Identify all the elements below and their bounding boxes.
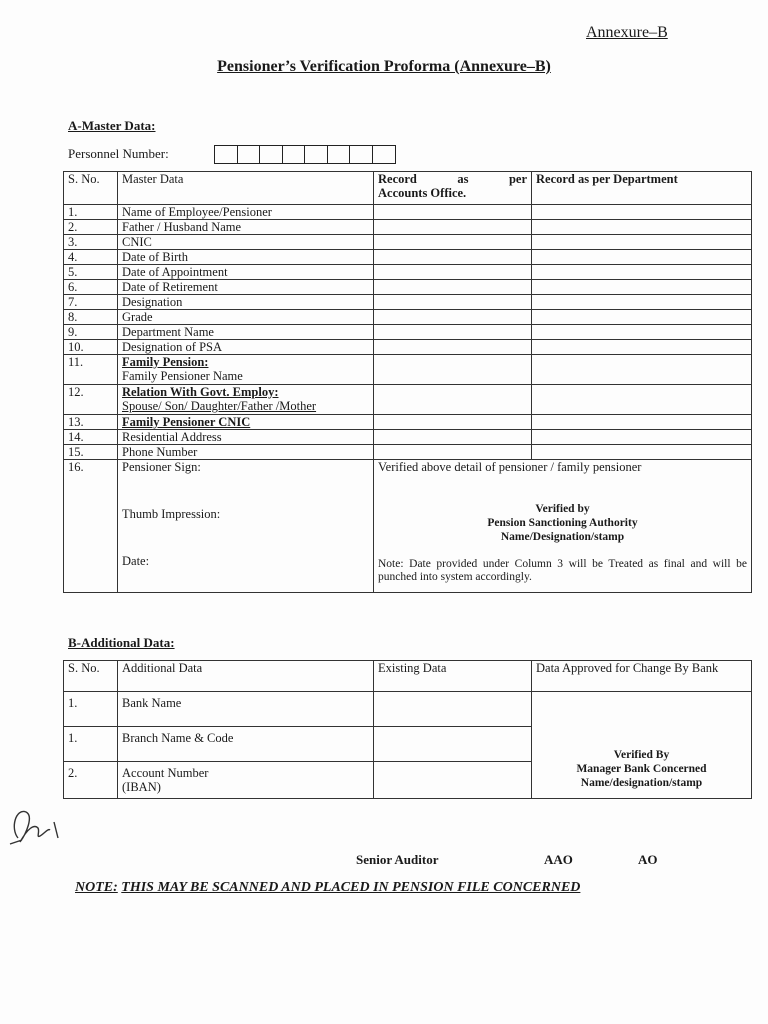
table-row <box>64 415 752 430</box>
table-row-verification <box>64 460 752 593</box>
stamp-label: Name/designation/stamp <box>580 777 703 789</box>
row-number: 15. <box>64 445 118 460</box>
table-header-row <box>64 661 752 692</box>
personnel-number-field[interactable] <box>214 145 396 164</box>
table-row <box>64 265 752 280</box>
authority-label: Pension Sanctioning Authority <box>487 517 638 529</box>
row-label <box>118 385 374 415</box>
row-number: 13. <box>64 415 118 430</box>
row-label <box>118 762 374 799</box>
digit-box[interactable] <box>215 146 238 163</box>
department-cell[interactable] <box>532 355 752 385</box>
row-label: Phone Number <box>118 445 374 460</box>
row-label: Date of Birth <box>118 250 374 265</box>
digit-box[interactable] <box>260 146 283 163</box>
department-cell[interactable] <box>532 295 752 310</box>
accounts-cell[interactable] <box>374 340 532 355</box>
department-cell[interactable] <box>532 250 752 265</box>
row-label: Designation <box>118 295 374 310</box>
table-row <box>64 310 752 325</box>
stamp-label: Name/Designation/stamp <box>500 531 625 543</box>
department-cell[interactable] <box>532 280 752 295</box>
bank-verification-cell[interactable] <box>532 692 752 799</box>
header-existing-data: Existing Data <box>374 661 532 692</box>
row-number: 10. <box>64 340 118 355</box>
additional-data-table <box>63 660 752 799</box>
row-number: 3. <box>64 235 118 250</box>
section-b-heading: B-Additional Data: <box>68 635 175 650</box>
table-row <box>64 385 752 415</box>
row-number: 12. <box>64 385 118 415</box>
senior-auditor-label: Senior Auditor <box>356 852 439 867</box>
manager-label: Manager Bank Concerned <box>576 763 707 775</box>
column3-note: Note: Date provided under Column 3 will be Treated as final and will be punched into system accordingly. <box>378 558 747 583</box>
row-label: Bank Name <box>118 692 374 727</box>
row-number: 11. <box>64 355 118 385</box>
table-row <box>64 235 752 250</box>
department-cell[interactable] <box>532 220 752 235</box>
table-row <box>64 430 752 445</box>
relation-options: Spouse/ Son/ Daughter/Father /Mother <box>122 399 317 413</box>
verified-detail-text: Verified above detail of pensioner / family pensioner <box>378 460 642 474</box>
table-row <box>64 280 752 295</box>
row-number: 9. <box>64 325 118 340</box>
header-accounts-office <box>374 172 532 205</box>
table-row <box>64 340 752 355</box>
table-row <box>64 250 752 265</box>
row-label: Date of Retirement <box>118 280 374 295</box>
row-label: Residential Address <box>118 430 374 445</box>
row-number: 2. <box>64 220 118 235</box>
digit-box[interactable] <box>305 146 328 163</box>
accounts-cell[interactable] <box>374 235 532 250</box>
table-row <box>64 355 752 385</box>
accounts-cell[interactable] <box>374 205 532 220</box>
thumb-impression-label: Thumb Impression: <box>122 507 221 521</box>
department-cell[interactable] <box>532 265 752 280</box>
annexure-label: Annexure–B <box>586 24 668 41</box>
verified-by-label: Verified by <box>535 503 590 515</box>
row-number: 1. <box>64 727 118 762</box>
accounts-cell[interactable] <box>374 430 532 445</box>
note-prefix: NOTE: <box>75 880 118 895</box>
row-number: 4. <box>64 250 118 265</box>
department-cell[interactable] <box>532 415 752 430</box>
family-pension-label: Family Pension: <box>122 355 209 369</box>
table-row <box>64 692 752 727</box>
accounts-cell[interactable] <box>374 280 532 295</box>
verification-cell[interactable] <box>374 460 752 593</box>
row-number: 7. <box>64 295 118 310</box>
master-data-table <box>63 171 752 593</box>
digit-box[interactable] <box>328 146 351 163</box>
digit-box[interactable] <box>373 146 396 163</box>
row-label: Designation of PSA <box>118 340 374 355</box>
header-accounts-line1: Record as per <box>378 172 527 186</box>
row-number: 8. <box>64 310 118 325</box>
digit-box[interactable] <box>283 146 306 163</box>
account-number-label: Account Number <box>122 766 209 780</box>
date-label: Date: <box>122 554 150 568</box>
accounts-cell[interactable] <box>374 415 532 430</box>
existing-cell[interactable] <box>374 762 532 799</box>
accounts-cell[interactable] <box>374 250 532 265</box>
page-title: Pensioner’s Verification Proforma (Annexure–B) <box>217 58 551 75</box>
row-number: 16. <box>64 460 118 593</box>
header-additional-data: Additional Data <box>118 661 374 692</box>
header-department: Record as per Department <box>532 172 752 205</box>
department-cell[interactable] <box>532 310 752 325</box>
accounts-cell[interactable] <box>374 220 532 235</box>
department-cell[interactable] <box>532 235 752 250</box>
header-sno: S. No. <box>64 661 118 692</box>
personnel-number-label: Personnel Number: <box>68 146 169 161</box>
signature-cell[interactable] <box>118 460 374 593</box>
digit-box[interactable] <box>350 146 373 163</box>
row-label: Family Pensioner CNIC <box>118 415 374 430</box>
table-row <box>64 295 752 310</box>
relation-label: Relation With Govt. Employ: <box>122 385 279 399</box>
existing-cell[interactable] <box>374 727 532 762</box>
department-cell[interactable] <box>532 325 752 340</box>
row-number: 1. <box>64 692 118 727</box>
department-cell[interactable] <box>532 205 752 220</box>
row-number: 14. <box>64 430 118 445</box>
header-master-data: Master Data <box>118 172 374 205</box>
scan-note <box>75 880 580 896</box>
header-approved-by-bank: Data Approved for Change By Bank <box>532 661 752 692</box>
department-cell[interactable] <box>532 340 752 355</box>
accounts-cell[interactable] <box>374 295 532 310</box>
accounts-cell[interactable] <box>374 355 532 385</box>
department-cell[interactable] <box>532 430 752 445</box>
pensioner-sign-label: Pensioner Sign: <box>122 460 201 474</box>
row-label: Name of Employee/Pensioner <box>118 205 374 220</box>
table-row <box>64 325 752 340</box>
iban-label: (IBAN) <box>122 780 161 794</box>
table-header-row <box>64 172 752 205</box>
bank-verify-block <box>532 748 751 790</box>
row-number: 2. <box>64 762 118 799</box>
row-label: Father / Husband Name <box>118 220 374 235</box>
verified-by-label: Verified By <box>613 749 670 761</box>
section-a-heading: A-Master Data: <box>68 118 156 133</box>
handwritten-signature-icon <box>8 798 68 853</box>
department-cell[interactable] <box>532 385 752 415</box>
existing-cell[interactable] <box>374 692 532 727</box>
header-sno: S. No. <box>64 172 118 205</box>
row-number: 1. <box>64 205 118 220</box>
header-accounts-line2: Accounts Office. <box>378 186 467 200</box>
note-text: THIS MAY BE SCANNED AND PLACED IN PENSION FILE CONCERNED <box>121 880 581 895</box>
aao-label: AAO <box>544 852 573 867</box>
row-label: Grade <box>118 310 374 325</box>
row-label: Department Name <box>118 325 374 340</box>
row-number: 5. <box>64 265 118 280</box>
accounts-cell[interactable] <box>374 445 532 460</box>
department-cell[interactable] <box>532 445 752 460</box>
accounts-cell[interactable] <box>374 325 532 340</box>
family-pensioner-name-label: Family Pensioner Name <box>122 369 243 383</box>
digit-box[interactable] <box>238 146 261 163</box>
row-label <box>118 355 374 385</box>
ao-label: AO <box>638 852 658 867</box>
row-label: CNIC <box>118 235 374 250</box>
row-number: 6. <box>64 280 118 295</box>
row-label: Branch Name & Code <box>118 727 374 762</box>
table-row <box>64 205 752 220</box>
table-row <box>64 220 752 235</box>
accounts-cell[interactable] <box>374 385 532 415</box>
row-label: Date of Appointment <box>118 265 374 280</box>
accounts-cell[interactable] <box>374 265 532 280</box>
accounts-cell[interactable] <box>374 310 532 325</box>
table-row <box>64 445 752 460</box>
